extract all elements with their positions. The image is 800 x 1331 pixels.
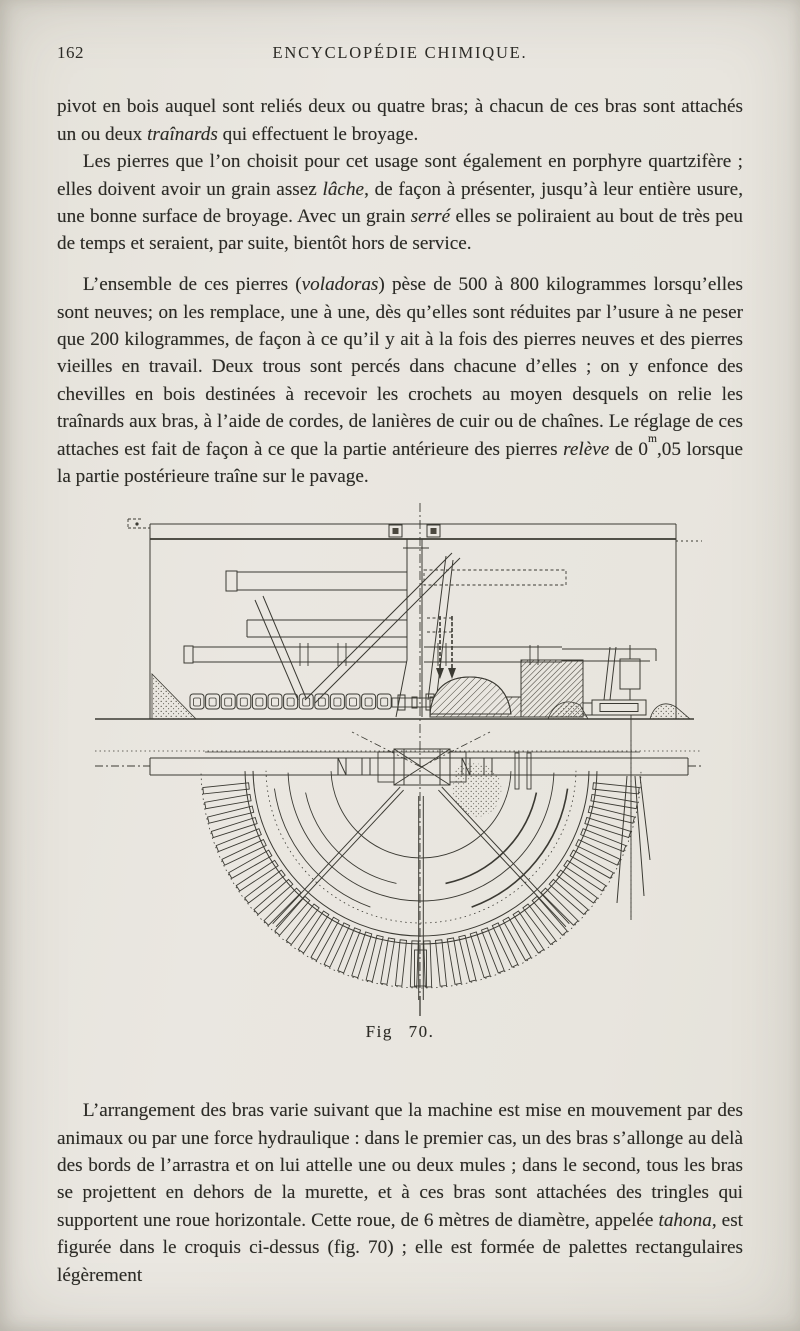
paragraph-2: Les pierres que l’on choisit pour cet usage sont également en porphyre quartzifère ; elles doivent avoir un grain assez lâche, de façon à présenter, jusqu’à leur entière usure, une bonne surface de broyage. Avec un grain serré elles se poliraient au bout de très peu de temps et seraient, par suite, bientôt hors de service. [57, 151, 743, 255]
paragraph-1: pivot en bois auquel sont reliés deux ou quatre bras; à chacun de ces bras sont attachés un ou deux traînards qui effectuent le broyage. [57, 96, 743, 145]
diagonal-struts [255, 553, 460, 703]
cross-beam [95, 752, 702, 789]
arm-upper [226, 570, 566, 591]
plan-view [95, 732, 702, 1000]
corner-bracket [128, 519, 150, 528]
wheel-arcs [201, 771, 641, 988]
wheel-spokes [273, 787, 570, 1000]
pivot-post [396, 539, 429, 717]
roller-device [583, 700, 646, 715]
right-prop [596, 645, 640, 700]
earth-mound-right [650, 704, 690, 719]
figure-caption: Fig 70. [365, 1022, 435, 1041]
drag-chain [190, 694, 391, 709]
running-title: ENCYCLOPÉDIE CHIMIQUE. [272, 43, 528, 62]
page-number: 162 [57, 43, 84, 62]
paragraph-4: L’arrangement des bras varie suivant que la machine est mise en mouvement par des animaux ou par une force hydraulique : dans le premier cas, un des bras s’allonge au delà des bords de l’arrastra et on lui attelle une ou deux mules ; dans le second, tous les bras se projettent en dehors de la murette, et à ces bras sont attachées des tringles qui supportent une roue horizontale. Cette roue, de 6 mètres de diamètre, appelée tahona, est figurée dans le croquis ci-dessus (fig. 70) ; elle est formée de palettes rectangulaires légèrement [57, 1100, 743, 1286]
figure-svg [0, 498, 800, 1018]
earth-mound-left [152, 674, 196, 719]
arm-middle [247, 618, 452, 637]
paragraph-3: L’ensemble de ces pierres (voladoras) pèse de 500 à 800 kilogrammes lorsqu’elles sont neuves; on les remplace, une à une, dès qu’elles sont réduites par l’usure à ne peser que 200 kilogrammes, de façon à ce qu’il y ait à la fois des pierres neuves et des pierres vieilles en travail. Deux trous sont percés dans chacune d’elles ; on y enfonce des chevilles en bois destinées à recevoir les crochets au moyen desquels on relie les traînards aux bras, à l’aide de cordes, de lanières de cuir ou de chaînes. Le réglage de ces attaches est fait de façon à ce que la partie antérieure des pierres relève de 0$^m$,05 lorsque la partie postérieure traîne sur le pavage. [57, 274, 744, 488]
technical-figure [0, 498, 800, 1018]
tahona-paddles [203, 783, 639, 987]
elevation-view [95, 503, 702, 1016]
stone-blob [452, 763, 501, 816]
